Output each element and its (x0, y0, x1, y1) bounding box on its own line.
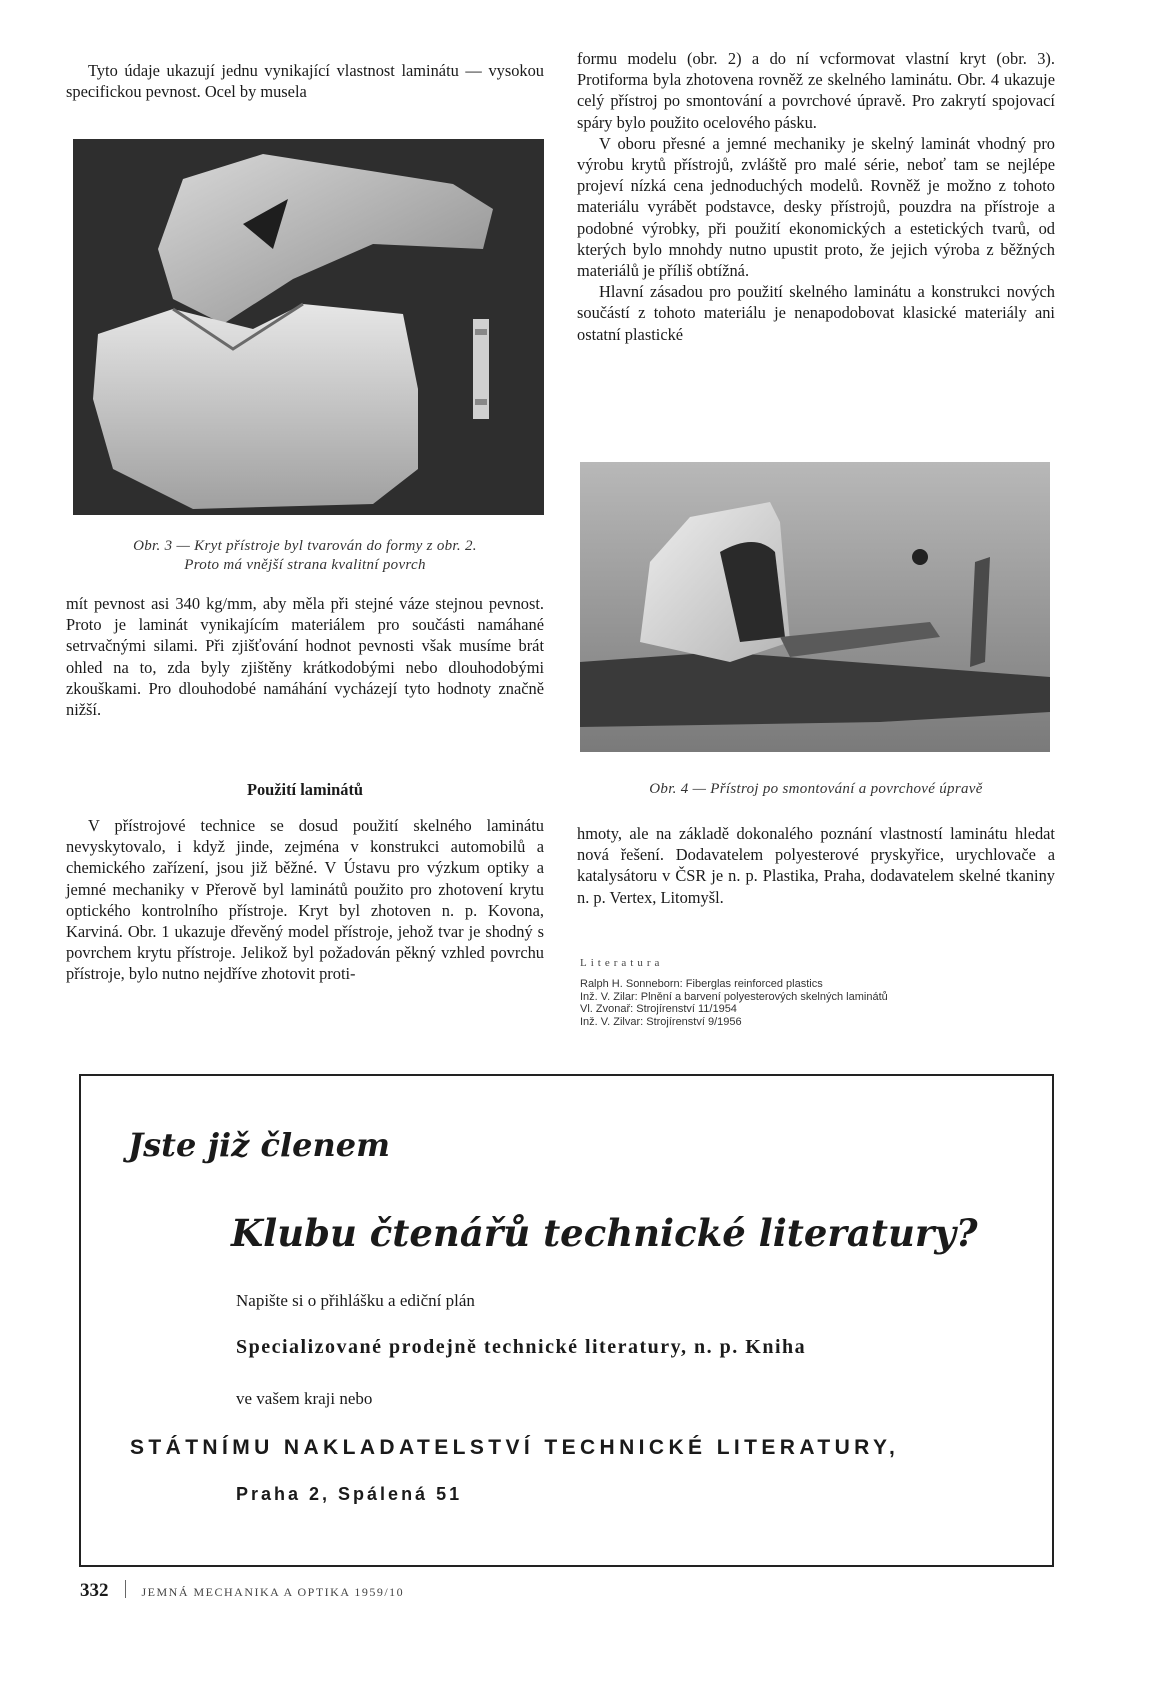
strength-paragraph: mít pevnost asi 340 kg/mm, aby měla při stejné váze stejnou pevnost. Proto je laminát vynikajícím materiálem pro součásti namáhané setrvačnými silami. Při zjišťování hodnot pevnosti však musíme brát ohled na to, zda byly zjištěny krátkodobými nebo dlouhodobými zkouškami. Pro dlouhodobé namáhání vycházejí tyto hodnoty značně nižší. (66, 594, 544, 720)
ad-line-region: ve vašem kraji nebo (236, 1389, 373, 1408)
usage-paragraph: V přístrojové technice se dosud použití skelného laminátu nevyskytovalo, i když jinde, zejména v konstrukci automobilů a chemického zařízení, jsou již běžné. V Ústavu pro výzkum optiky a jemné mechaniky v Přerově byl laminátů použito pro zhotovení krytu optického kontrolního přístroje. Kryt byl zhotoven n. p. Kovona, Karviná. Obr. 1 ukazuje dřevěný model přístroje, jehož tvar je shodný s povrchem krytu přístroje. Jelikož byl požadován pěkný vzhled povrchu přístroje, bylo nutno nejdříve zhotovit proti- (66, 816, 544, 984)
journal-title: JEMNÁ MECHANIKA A OPTIKA 1959/10 (141, 1585, 405, 1599)
page-number: 332 (80, 1580, 109, 1601)
literature-item: Vl. Zvonař: Strojírenství 11/1954 (580, 1003, 737, 1015)
literature-list (580, 978, 1050, 1028)
right-column-continued (577, 823, 1055, 908)
figure4-photo (580, 462, 1050, 752)
literature-item: Inž. V. Zilvar: Strojírenství 9/1956 (580, 1015, 742, 1028)
footer-divider (125, 1580, 126, 1598)
ad-line-shop: Specializované prodejně technické literatury, n. p. Kniha (236, 1336, 807, 1358)
figure3-caption (66, 537, 544, 575)
intro-paragraph: Tyto údaje ukazují jednu vynikající vlastnost laminátu — vysokou specifickou pevnost. Ocel by musela (66, 61, 544, 102)
figure3-caption-line1: Obr. 3 — Kryt přístroje byl tvarován do formy z obr. 2. (133, 538, 477, 554)
right-column-top (577, 48, 1055, 345)
figure3-caption-line2: Proto má vnější strana kvalitní povrch (184, 557, 426, 573)
ad-line-apply: Napište si o přihlášku a ediční plán (236, 1291, 475, 1310)
page-footer (80, 1580, 404, 1604)
literature-title: Literatura (580, 957, 664, 969)
figure3-photo (73, 139, 544, 515)
right-paragraph-4: hmoty, ale na základě dokonalého poznání vlastností laminátu hledat nová řešení. Dodavatelem polyesterové pryskyřice, urychlovače a katalysátoru v ČSR je n. p. Plastika, Praha, dodavatelem skelné tkaniny n. p. Vertex, Litomyšl. (577, 824, 1055, 907)
left-column-continued (66, 593, 544, 720)
right-paragraph-3: Hlavní zásadou pro použití skelného laminátu a konstrukci nových součástí z tohoto materiálu je nenapodobovat klasické materiály ani ostatní plastické (577, 282, 1055, 344)
left-column-usage (66, 815, 544, 985)
right-paragraph-2: V oboru přesné a jemné mechaniky je skelný laminát vhodný pro výrobu krytů přístrojů, zvláště pro malé série, neboť tam se nejlépe projeví nízká cena jednoduchých modelů. Rovněž je možno z tohoto materiálu vyrábět podstavce, desky přístrojů, pouzdra na přístroje a podobné výrobky, při použití ekonomických a estetických tvarů, od kterých bylo mnohdy nutno upustit proto, že jejich výroba z běžných materiálů je příliš obtížná. (577, 133, 1055, 281)
figure4-caption: Obr. 4 — Přístroj po smontování a povrchové úpravě (649, 781, 983, 797)
literature-item: Inž. V. Zilar: Plnění a barvení polyesterových skelných laminátů (580, 990, 888, 1003)
literature-item: Ralph H. Sonneborn: Fiberglas reinforced plastics (580, 978, 823, 990)
right-paragraph-1: formu modelu (obr. 2) a do ní vcformovat vlastní kryt (obr. 3). Protiforma byla zhotovena rovněž ze skelného laminátu. Obr. 4 ukazuje celý přístroj po smontování a povrchové úpravě. Pro zakrytí spojovací spáry bylo použito ocelového pásku. (577, 49, 1055, 132)
section-heading: Použití laminátů (246, 780, 364, 799)
ad-line-publisher: STÁTNÍMU NAKLADATELSTVÍ TECHNICKÉ LITERATURY, (130, 1436, 900, 1459)
figure4-photo-graphic (580, 462, 1050, 752)
ad-line-address: Praha 2, Spálená 51 (236, 1484, 463, 1504)
ad-line-club: Klubu čtenářů technické literatury? (231, 1211, 978, 1255)
ad-line-member: Jste již členem (128, 1126, 390, 1164)
figure3-photo-graphic (73, 139, 544, 515)
left-column-top (66, 60, 544, 102)
advertisement-box (79, 1074, 1054, 1567)
